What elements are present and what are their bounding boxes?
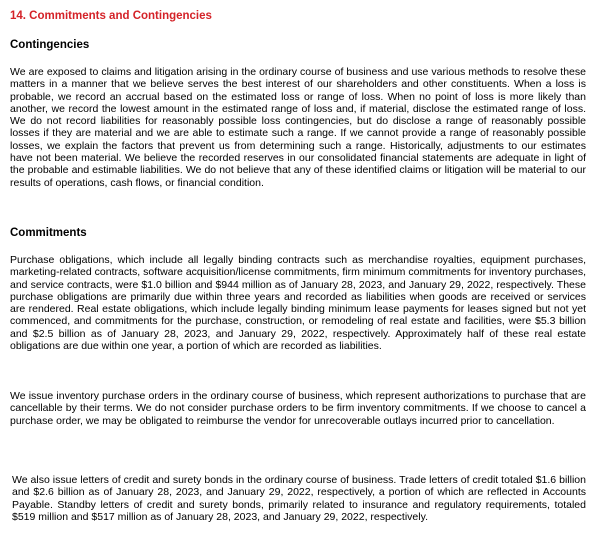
section-title: 14. Commitments and Contingencies (10, 10, 212, 22)
contingencies-paragraph: We are exposed to claims and litigation arising in the ordinary course of business and use various methods to resolve these matters in a manner that we believe serves the best interest of our shareholders and other constituents. When a loss is probable, we record an accrual based on the estimated loss or range of loss. When no point of loss is more likely than another, we record the lowest amount in the estimated range of loss and, if material, disclose the estimated range of loss. We do not record liabilities for reasonably possible loss contingencies, but do disclose a range of reasonably possible losses if they are material and we are able to estimate such a range. If we cannot provide a range of reasonably possible losses, we explain the factors that prevent us from determining such a range. Historically, adjustments to our estimates have not been material. We believe the recorded reserves in our consolidated financial statements are adequate in light of the probable and estimable liabilities. We do not believe that any of these identified claims or litigation will be material to our results of operations, cash flows, or financial condition. (10, 66, 586, 189)
letters-of-credit-paragraph: We also issue letters of credit and surety bonds in the ordinary course of business. Trade letters of credit totaled $1.6 billion and $2.6 billion as of January 28, 2023, and January 29, 2022, respectively, a portion of which are reflected in Accounts Payable. Standby letters of credit and surety bonds, primarily related to insurance and regulatory requirements, totaled $519 million and $517 million as of January 28, 2023, and January 29, 2022, respectively. (12, 474, 586, 523)
commitments-heading: Commitments (10, 227, 87, 239)
inventory-purchase-orders-paragraph: We issue inventory purchase orders in the ordinary course of business, which represent authorizations to purchase that are cancellable by their terms. We do not consider purchase orders to be firm inventory commitments. If we choose to cancel a purchase order, we may be obligated to reimburse the vendor for unrecoverable outlays incurred prior to cancellation. (10, 390, 586, 427)
contingencies-heading: Contingencies (10, 39, 90, 51)
purchase-obligations-paragraph: Purchase obligations, which include all legally binding contracts such as merchandise royalties, equipment purchases, marketing-related contracts, software acquisition/license commitments, firm minimum commitments for inventory purchases, and service contracts, were $1.0 billion and $944 million as of January 28, 2023, and January 29, 2022, respectively. These purchase obligations are primarily due within three years and recorded as liabilities when goods are received or services are rendered. Real estate obligations, which include legally binding minimum lease payments for leases signed but not yet commenced, and commitments for the purchase, construction, or remodeling of real estate and facilities, were $5.3 billion and $2.5 billion as of January 28, 2023, and January 29, 2022, respectively. Approximately half of these real estate obligations are due within one year, a portion of which are recorded as liabilities. (10, 254, 586, 353)
